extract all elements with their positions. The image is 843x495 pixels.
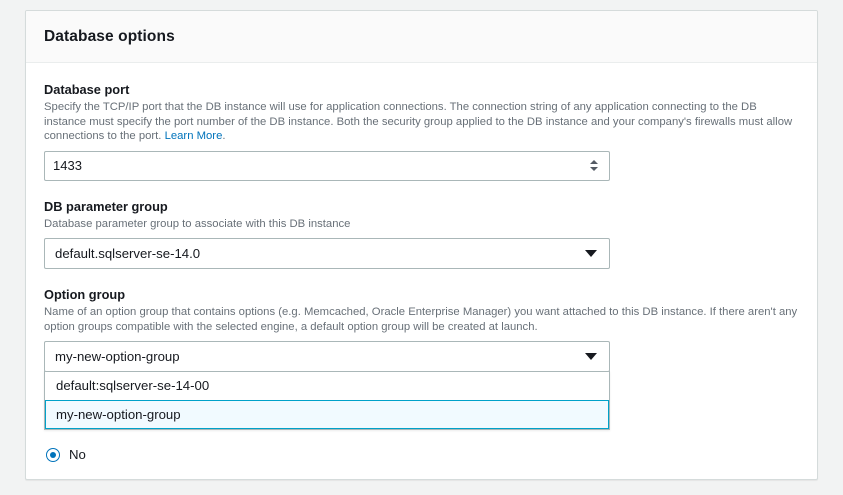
chevron-down-icon[interactable] [585,353,597,360]
database-port-description [44,100,799,144]
database-port-input[interactable] [44,151,610,181]
db-parameter-group-label: DB parameter group [44,198,168,214]
radio-label-no: No [69,447,86,462]
radio-button-no[interactable] [46,448,60,462]
field-database-port [44,81,799,181]
stepper-up-icon[interactable] [590,160,598,164]
stepper-down-icon[interactable] [590,167,598,171]
dropdown-option-default[interactable]: default:sqlserver-se-14-00 [56,378,210,393]
field-option-group [44,286,799,430]
database-options-panel [25,10,818,480]
option-group-description: Name of an option group that contains options (e.g. Memcached, Oracle Enterprise Manager) you want attached to this DB instance. If there aren't any option groups compatible with the selected engine, a default option group will be created at launch. [44,306,798,333]
panel-header [26,11,817,63]
page-title: Database options [44,27,175,45]
dropdown-option-my-new-option-group[interactable]: my-new-option-group [45,400,609,429]
db-parameter-group-description: Database parameter group to associate with this DB instance [44,217,351,230]
radio-row-no[interactable] [46,447,799,462]
database-port-learn-more-link[interactable]: Learn More [164,130,223,142]
database-port-description-period: . [222,130,226,142]
database-port-value: 1433 [53,158,82,173]
option-group-value: my-new-option-group [55,349,180,364]
database-port-label: Database port [44,82,130,97]
chevron-down-icon[interactable] [585,250,597,257]
panel-body [26,63,817,462]
field-db-parameter-group [44,198,799,270]
db-parameter-group-value: default.sqlserver-se-14.0 [55,246,201,261]
option-group-select[interactable] [44,341,610,372]
database-port-description-text: Specify the TCP/IP port that the DB instance will use for application connections. The connection string of any application connecting to the DB instance must specify the port number of the DB instance. Both the security group applied to the DB instance and your company's firewalls must allow connections to the port. [44,101,793,142]
option-group-label: Option group [44,287,126,302]
option-group-dropdown[interactable] [44,371,610,430]
db-parameter-group-select[interactable] [44,238,610,269]
number-stepper[interactable] [589,160,599,171]
